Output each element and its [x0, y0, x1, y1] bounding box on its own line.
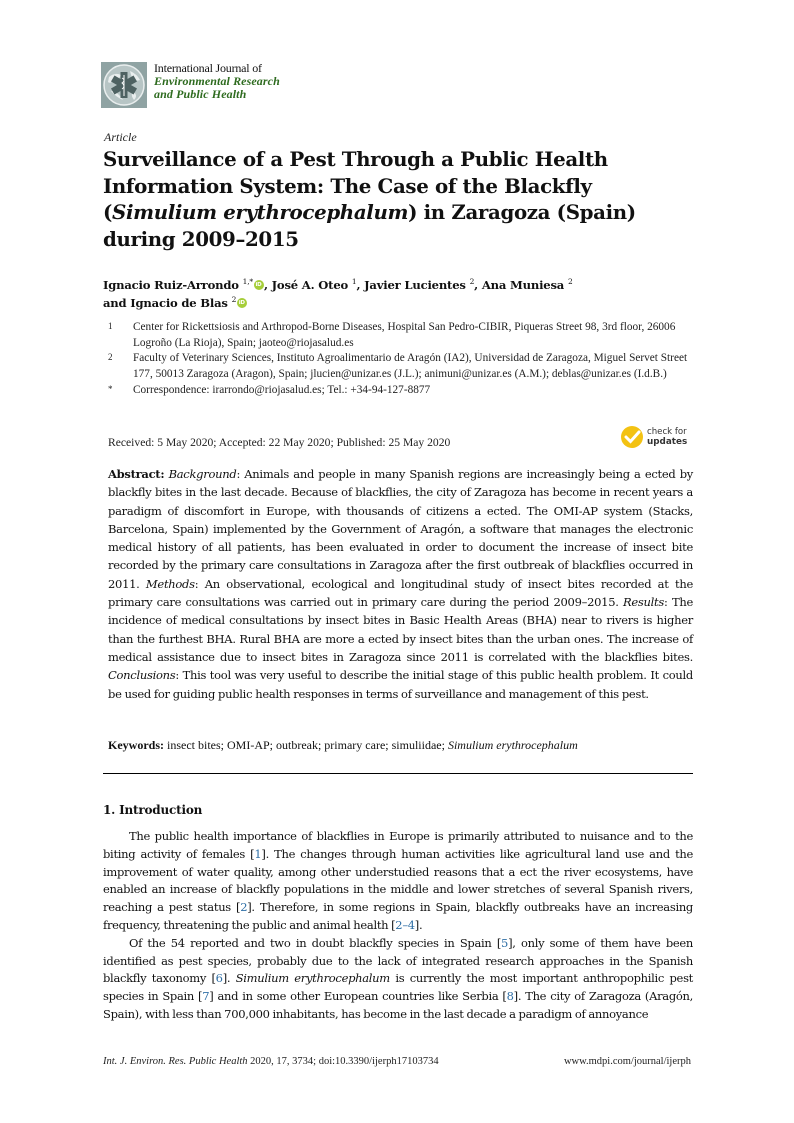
journal-abbrev: Int. J. Environ. Res. Public Health: [103, 1056, 248, 1067]
affiliation-1: [108, 320, 698, 351]
author[interactable]: Ignacio Ruiz-Arrondo $^{1,*}$: [103, 277, 253, 292]
footer-citation: Int. J. Environ. Res. Public Health 2020, 17, 3734; doi:10.3390/ijerph17103734: [103, 1056, 439, 1067]
correspondence: [108, 383, 698, 399]
citation-link[interactable]: 1: [254, 846, 262, 861]
abstract-label: Abstract:: [108, 467, 165, 481]
journal-name: [154, 62, 280, 101]
title-species: Simulium erythrocephalum: [112, 200, 409, 224]
check-updates-label: check for updates: [647, 427, 688, 447]
section-divider: [103, 773, 693, 774]
checkmark-icon: [621, 426, 643, 448]
keywords-label: Keywords:: [108, 738, 164, 752]
affiliation-mark: 1: [108, 321, 113, 331]
publication-dates: Received: 5 May 2020; Accepted: 22 May 2020; Published: 25 May 2020: [108, 436, 451, 449]
affiliations: [108, 320, 698, 399]
citation-link[interactable]: 6: [215, 971, 223, 986]
journal-header: [101, 62, 280, 110]
paper-title: [103, 146, 663, 252]
affiliation-text: Correspondence: irarrondo@riojasalud.es; Tel.: +34-94-127-8877: [133, 383, 431, 396]
orcid-icon[interactable]: [254, 280, 264, 290]
affiliation-text: Faculty of Veterinary Sciences, Instituto Agroalimentario de Aragón (IA2), Universidad de Zaragoza, Miguel Servet Street 177, 50013 Zaragoza (Aragon), Spain; jlucien@unizar.es (J.L.); animuni@unizar.es (A.M.); deblas@unizar.es (I.d.B.): [133, 352, 688, 381]
affiliation-text: Center for Rickettsiosis and Arthropod-Borne Diseases, Hospital San Pedro-CIBIR, Piqueras Street 98, 3rd floor, 26006 Logroño (La Rioja), Spain; jaoteo@riojasalud.es: [133, 321, 676, 349]
journal-logo-icon: [101, 62, 147, 108]
citation-link[interactable]: 2–4: [395, 917, 415, 932]
orcid-icon[interactable]: [237, 298, 247, 308]
introduction-body: [103, 828, 693, 1024]
paragraph: Of the 54 reported and two in doubt blackfly species in Spain [5], only some of them have been identified as pest species, probably due to the lack of integrated research approaches in the Spanish blackfly taxonomy [6]. Simulium erythrocephalum is currently the most important anthropophilic pest species in Spain [7] and in some other European countries like Serbia [8]. The city of Zaragoza (Aragón, Spain), with less than 700,000 inhabitants, has become in the last decade a paradigm of annoyance: [103, 935, 694, 1021]
author[interactable]: Javier Lucientes $^2$: [364, 277, 475, 292]
journal-line2: Environmental Research: [154, 74, 280, 88]
citation-link[interactable]: 7: [202, 989, 210, 1004]
citation-link[interactable]: 2: [240, 900, 248, 915]
citation-link[interactable]: 5: [501, 935, 509, 950]
journal-line3: and Public Health: [154, 87, 247, 101]
title-part1: Surveillance of a Pest Through a Public Health Information System: The Case of the Blackfly (: [103, 147, 608, 224]
abstract: Abstract: Background: Animals and people in many Spanish regions are increasingly being a ected by blackfly bites in the last decade. Because of blackflies, the city of Zaragoza has become in recent years a paradigm of discomfort in Europe, with thousands of citizens a ected. The OMI-AP system (Stacks, Barcelona, Spain) implemented by the Government of Aragón, a software that manages the electronic medical history of all patients, has been evaluated in order to document the increase of insect bite recorded by the primary care consultations in Zaragoza after the first outbreak of blackflies occurred in 2011. Methods: An observational, ecological and longitudinal study of insect bites recorded at the primary care consultations was carried out in primary care during the period 2009–2015. Results: The incidence of medical consultations by insect bites in Basic Health Areas (BHA) near to rivers is higher than the furthest BHA. Rural BHA are more a ected by insect bites than the urban ones. The increase of medical assistance due to insect bites in Zaragoza since 2011 is correlated with the blackflies bites. Conclusions: This tool was very useful to describe the initial stage of this public health problem. It could be used for guiding public health responses in terms of surveillance and management of this pest.: [108, 467, 694, 701]
author-list: Ignacio Ruiz-Arrondo $^{1,*}$ iD , José A. Oteo $^1$, Javier Lucientes $^2$, Ana Muniesa $^2$ and Ignacio de Blas $^2$iD: [103, 276, 663, 312]
author[interactable]: and Ignacio de Blas $^2$: [103, 295, 237, 310]
section-heading: 1. Introduction: [103, 803, 203, 817]
keywords: Keywords: insect bites; OMI-AP; outbreak; primary care; simuliidae; Simulium erythrocephalum: [108, 738, 578, 752]
title-part2: ) in Zaragoza (Spain) during 2009–2015: [103, 200, 636, 251]
affiliation-mark: *: [108, 383, 113, 394]
article-type: Article: [104, 130, 137, 144]
affiliation-2: [108, 351, 698, 382]
check-for-updates-button[interactable]: [621, 425, 695, 449]
journal-url-link[interactable]: www.mdpi.com/journal/ijerph: [563, 1056, 691, 1067]
author[interactable]: Ana Muniesa $^2$: [481, 277, 573, 292]
author[interactable]: José A. Oteo $^1$: [271, 277, 357, 292]
journal-line1: International Journal of: [154, 61, 262, 75]
paragraph: The public health importance of blackflies in Europe is primarily attributed to nuisance and to the biting activity of females [1]. The changes through human activities like agricultural land use and the improvement of water quality, among other understudied reasons that a ect the river ecosystems, have enabled an increase of blackfly populations in the middle and lower stretches of several Spanish rivers, reaching a pest status [2]. Therefore, in some regions in Spain, blackfly outbreaks have an increasing frequency, threatening the public and animal health [2–4].: [103, 829, 694, 932]
affiliation-mark: 2: [108, 352, 113, 363]
citation-link[interactable]: 8: [506, 989, 514, 1004]
